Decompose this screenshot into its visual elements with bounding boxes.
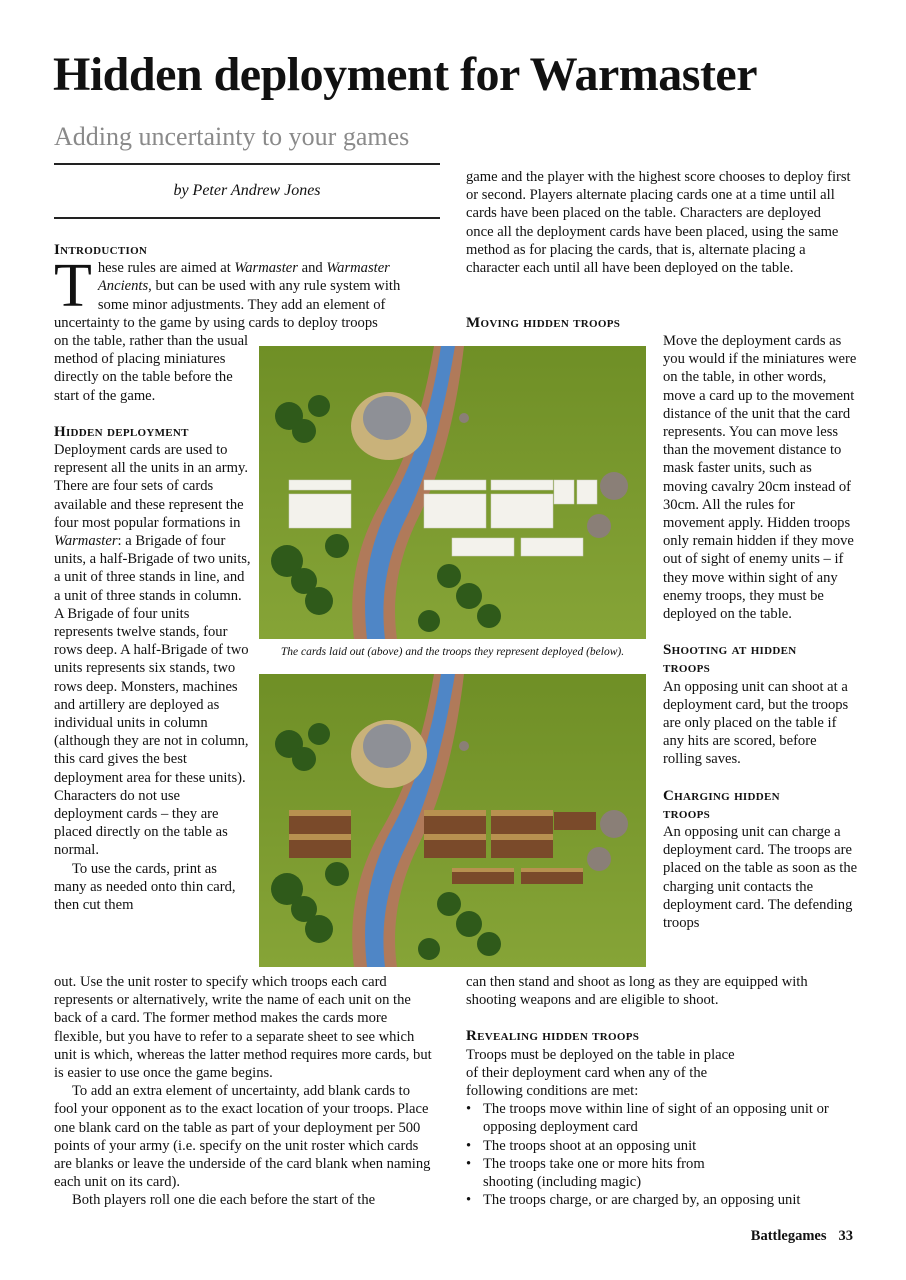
- intro-text-4: Warmaster Ancients: [97, 260, 390, 295]
- intro-text-2: Warmaster: [234, 260, 298, 277]
- col2-lower: [466, 973, 851, 1209]
- moving-paragraph: Move the deployment cards as you would if the miniatures were on the table, in other words, move a card up to the movement distance of the unit that the card represents. You can move less than the movement distance to mask faster units, such as moving cavalry 20cm instead of 30cm. All the rules for movement apply. Hidden troops only remain hidden if they move out of sight of enemy units – if they move within sight of any enemy troops, they must be deployed on the table.: [663, 333, 857, 623]
- hidden-paragraph-2b: out. Use the unit roster to specify which troops each card represents or alternatively, write the name of each unit on the back of a card. The former method makes the cards more flexible, but you have to refer to a separate sheet to see which unit is which, whereas the latter method requires more cards, but is easier to use once the game begins.: [54, 974, 432, 1082]
- bullet-text: The troops move within line of sight of an opposing unit or opposing deployment card: [483, 1101, 829, 1136]
- hidden-paragraph-3: To add an extra element of uncertainty, add blank cards to fool your opponent as to the exact location of your troops. Place one blank card on the table as part of your deployment per 500 points of your army (i.e. specify on the unit roster which cards are blanks or leave the underside of the card blank when naming each unit on its card).: [54, 1083, 431, 1191]
- hidden-text-1: Deployment cards are used to represent all the units in an army. There are four sets of cards available and these represent the four most popular formations in: [54, 442, 248, 531]
- intro-text-5: , but can be used with any rule system with some minor adjustments. They add an element of uncertainty to the game by using cards to deploy troops: [54, 278, 401, 331]
- charging-paragraph-a: An opposing unit can charge a deployment card. The troops are placed on the table as soon as the charging unit contacts the deployment card. The defending troops: [663, 824, 858, 932]
- troops-photo-svg: [259, 674, 646, 967]
- bullet-text: The troops shoot at an opposing unit: [483, 1137, 697, 1154]
- hidden-paragraph-4: Both players roll one die each before the start of the: [72, 1192, 376, 1209]
- intro-text-3: and: [297, 260, 327, 277]
- hidden-lower: [54, 973, 434, 1210]
- hidden-paragraph-2a: To use the cards, print as many as needed onto thin card, then cut them: [54, 860, 236, 914]
- cards-photo: [259, 346, 646, 639]
- hidden-text-3: : a Brigade of four units, a half-Brigade of two units, a unit of three stands in line, and a unit of three stands in column. A Brigade of four units represents twelve stands, four rows deep. A half-Brigade of two units represents six stands, two rows deep. Monsters, machines and artillery are deployed as individual units in column (although they are not in column, this card gives the best deployment area for these units). Characters do not use deployment cards – they are placed directly on the table as normal.: [54, 533, 251, 859]
- intro-paragraph: [54, 252, 434, 332]
- col2-paragraph: game and the player with the highest score chooses to deploy first or second. Players alternate placing cards one at a time until all cards have been placed on the table. Characters are deployed once all the deployment cards have been placed, using the same method as for placing the cards, that is, alternate placing a character each until all have been deployed on the table.: [466, 169, 851, 277]
- bullet-item: [466, 1191, 851, 1209]
- bullet-item: [466, 1100, 851, 1136]
- bullet-text: The troops take one or more hits from shooting (including magic): [483, 1155, 705, 1191]
- intro-text-1: hese rules are aimed at: [97, 260, 235, 277]
- page-title: Hidden deployment for Warmaster: [53, 48, 758, 101]
- cards-photo-svg: [259, 346, 646, 639]
- hidden-deployment-heading: Hidden deployment: [54, 423, 189, 440]
- bullet-item: [466, 1137, 851, 1155]
- intro-paragraph-cont: on the table, rather than the usual method of placing miniatures directly on the table before the start of the game.: [54, 333, 249, 404]
- moving-heading-block: [466, 314, 851, 332]
- bullet-dot: •: [466, 1192, 472, 1209]
- shooting-paragraph: An opposing unit can shoot at a deployment card, but the troops are only placed on the table if any hits are scored, before rolling saves.: [663, 678, 849, 768]
- page-number: 33: [838, 1228, 853, 1244]
- bullet-item: [466, 1155, 753, 1191]
- rock: [363, 724, 411, 768]
- intro-heading: Introduction: [54, 242, 148, 258]
- top-rule: [54, 163, 440, 165]
- charging-heading-2: troops: [663, 805, 711, 822]
- drop-cap: T: [54, 252, 92, 321]
- subtitle: Adding uncertainty to your games: [54, 122, 410, 151]
- troops-photo: [259, 674, 646, 967]
- charging-heading-1: Charging hidden: [663, 787, 780, 804]
- shooting-heading-1: Shooting at hidden: [663, 642, 797, 659]
- charging-paragraph-b: can then stand and shoot as long as they are equipped with shooting weapons and are eligible to shoot.: [466, 974, 808, 1009]
- page-footer: [751, 1228, 853, 1245]
- shooting-heading-2: troops: [663, 660, 711, 677]
- rock: [363, 396, 411, 440]
- figure-caption: The cards laid out (above) and the troops they represent deployed (below).: [280, 646, 625, 658]
- bullet-dot: •: [466, 1137, 472, 1154]
- bullet-dot: •: [466, 1155, 472, 1172]
- intro-narrow: [54, 332, 252, 914]
- byline: by Peter Andrew Jones: [173, 182, 321, 199]
- revealing-heading: Revealing hidden troops: [466, 1028, 640, 1045]
- col2-top: [466, 168, 851, 277]
- bullet-dot: •: [466, 1101, 472, 1118]
- col2-narrow: [663, 332, 859, 932]
- moving-heading: Moving hidden troops: [466, 315, 621, 331]
- hidden-paragraph-1: [54, 441, 252, 860]
- bottom-rule: [54, 217, 440, 219]
- intro-section: [54, 241, 434, 332]
- revealing-intro: Troops must be deployed on the table in place of their deployment card when any of the following conditions are met:: [466, 1046, 735, 1100]
- magazine-name: Battlegames: [750, 1228, 827, 1244]
- hidden-text-2: Warmaster: [54, 533, 118, 550]
- bullet-text: The troops charge, or are charged by, an opposing unit: [483, 1192, 801, 1209]
